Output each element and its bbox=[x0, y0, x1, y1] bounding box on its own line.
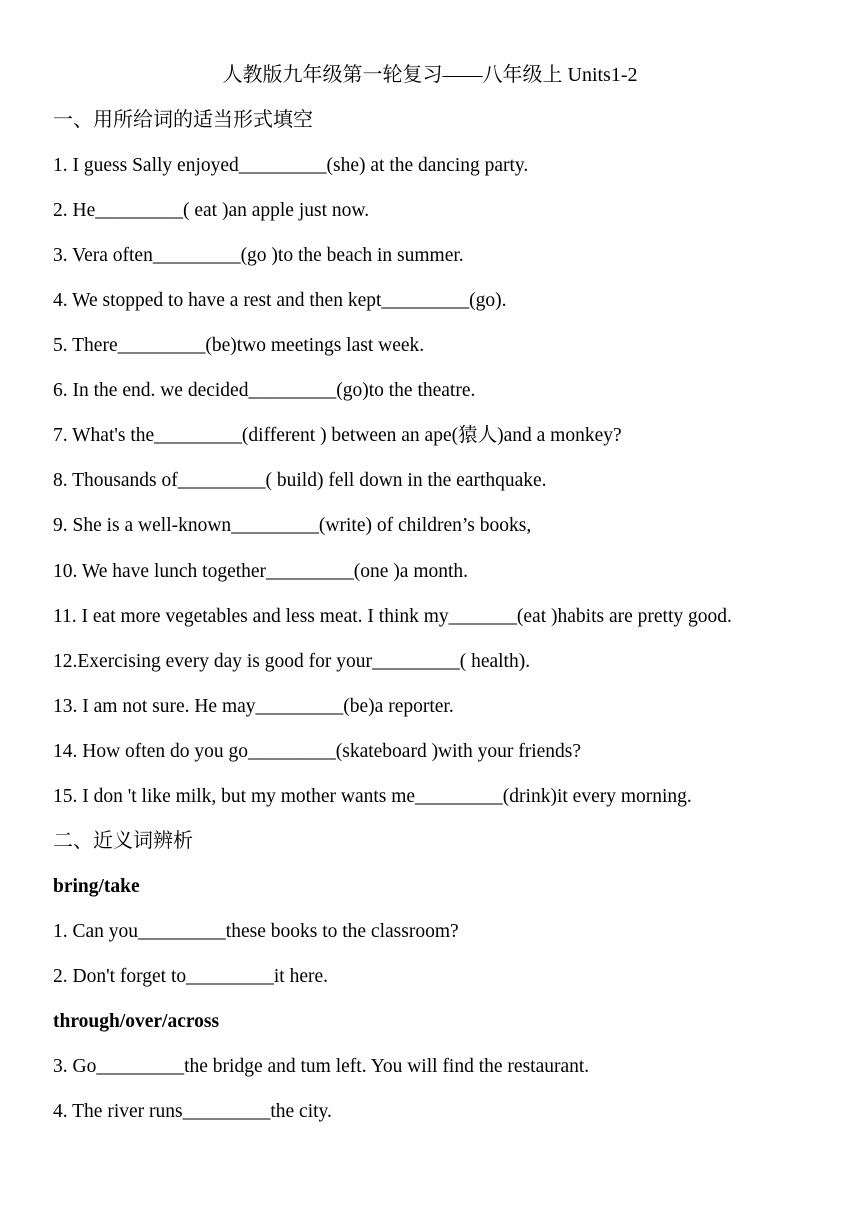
exercise-item-11: 11. I eat more vegetables and less meat. I think my_______(eat )habits are pretty good. bbox=[53, 606, 732, 627]
page-title: 人教版九年级第一轮复习——八年级上 Units1-2 bbox=[222, 64, 638, 86]
synonym-item-3: 3. Go_________the bridge and tum left. You will find the restaurant. bbox=[53, 1056, 590, 1077]
exercise-item-13: 13. I am not sure. He may_________(be)a reporter. bbox=[53, 696, 454, 717]
word-group-label-bring-take: bring/take bbox=[53, 876, 140, 897]
exercise-item-12: 12.Exercising every day is good for your_________( health). bbox=[53, 651, 531, 672]
exercise-item-5: 5. There_________(be)two meetings last week. bbox=[53, 335, 425, 356]
exercise-item-1: 1. I guess Sally enjoyed_________(she) at the dancing party. bbox=[53, 155, 529, 176]
exercise-item-2: 2. He_________( eat )an apple just now. bbox=[53, 200, 370, 221]
word-group-label-through-over-across: through/over/across bbox=[53, 1011, 220, 1032]
synonym-item-4: 4. The river runs_________the city. bbox=[53, 1101, 332, 1122]
exercise-item-15: 15. I don 't like milk, but my mother wants me_________(drink)it every morning. bbox=[53, 786, 692, 807]
exercise-item-4: 4. We stopped to have a rest and then kept_________(go). bbox=[53, 290, 507, 311]
exercise-item-7: 7. What's the_________(different ) between an ape(猿人)and a monkey? bbox=[53, 425, 622, 446]
exercise-item-14: 14. How often do you go_________(skateboard )with your friends? bbox=[53, 741, 582, 762]
exercise-item-9: 9. She is a well-known_________(write) of children’s books, bbox=[53, 515, 532, 536]
section-2-heading: 二、近义词辨析 bbox=[53, 830, 193, 852]
exercise-item-3: 3. Vera often_________(go )to the beach in summer. bbox=[53, 245, 464, 266]
exercise-item-10: 10. We have lunch together_________(one )a month. bbox=[53, 561, 469, 582]
exercise-item-6: 6. In the end. we decided_________(go)to the theatre. bbox=[53, 380, 476, 401]
synonym-item-1: 1. Can you_________these books to the classroom? bbox=[53, 921, 459, 942]
synonym-item-2: 2. Don't forget to_________it here. bbox=[53, 966, 329, 987]
section-1-heading: 一、用所给词的适当形式填空 bbox=[53, 109, 313, 131]
exercise-item-8: 8. Thousands of_________( build) fell down in the earthquake. bbox=[53, 470, 547, 491]
